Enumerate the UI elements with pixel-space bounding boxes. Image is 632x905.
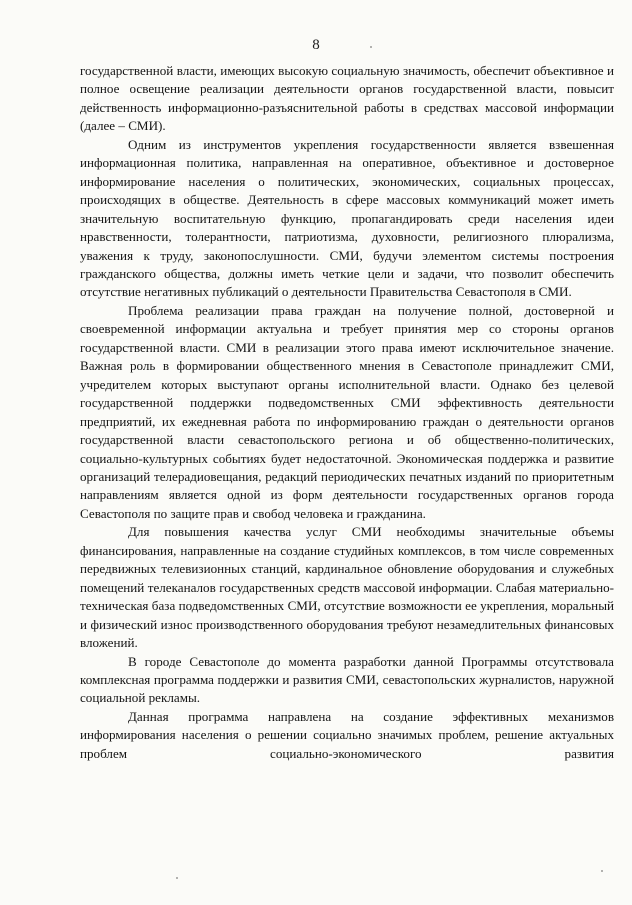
paragraph-3: Проблема реализации права граждан на получение полной, достоверной и своевременной информации актуальна и требует принятия мер со стороны органов государственной власти. СМИ в реализации этого права имеют исключительное значение. Важная роль в формировании общественного мнения в Севастополе принадлежит СМИ, учредителем которых выступают органы исполнительной власти. Однако без целевой государственной поддержки подведомственных СМИ эффективность деятельности предприятий, их ежедневная работа по информированию граждан о деятельности органов государственной власти севастопольского региона и об общественно-политических, социально-культурных событиях будет недостаточной. Экономическая поддержка и развитие организаций телерадиовещания, редакций периодических печатных изданий по приоритетным направлениям является одной из форм деятельности государственных органов города Севастополя по защите прав и свобод человека и гражданина. bbox=[80, 302, 614, 521]
document-body bbox=[80, 62, 614, 763]
paragraph-6: Данная программа направлена на создание эффективных механизмов информирования населения о решении социально значимых проблем, решение актуальных проблем социально-экономического развития bbox=[80, 708, 614, 761]
scan-speck bbox=[176, 877, 178, 879]
paragraph-1: государственной власти, имеющих высокую социальную значимость, обеспечит объективное и полное освещение реализации деятельности органов государственной власти, повысит действенность информационно-разъяснительной работы в средствах массовой информации (далее – СМИ). bbox=[80, 63, 614, 134]
page-number: 8 bbox=[312, 37, 320, 53]
paragraph-2: Одним из инструментов укрепления государственности является взвешенная информационная политика, направленная на оперативное, объективное и достоверное информирование населения о политических, экономических, социальных процессах, происходящих в обществе. Деятельность в сфере массовых коммуникаций может иметь значительную воспитательную функцию, пропагандировать среди населения идеи нравственности, толерантности, патриотизма, духовности, религиозного плюрализма, уважения к труду, законопослушности. СМИ, будучи элементом системы построения гражданского общества, должны иметь четкие цели и задачи, что позволит обеспечить отсутствие негативных публикаций о деятельности Правительства Севастополя в СМИ. bbox=[80, 136, 614, 300]
paragraph-5: В городе Севастополе до момента разработки данной Программы отсутствовала комплексная программа поддержки и развития СМИ, севастопольских журналистов, наружной социальной рекламы. bbox=[80, 653, 614, 706]
scan-speck bbox=[370, 46, 372, 48]
paragraph-4: Для повышения качества услуг СМИ необходимы значительные объемы финансирования, направленные на создание студийных комплексов, в том числе современных передвижных телевизионных станций, кардинальное обновление оборудования и служебных помещений телеканалов государственных средств массовой информации. Слабая материально-техническая база подведомственных СМИ, отсутствие возможности ее укрепления, моральный и физический износ производственного оборудования требуют незамедлительных финансовых вложений. bbox=[80, 524, 614, 651]
scan-speck bbox=[601, 870, 603, 872]
